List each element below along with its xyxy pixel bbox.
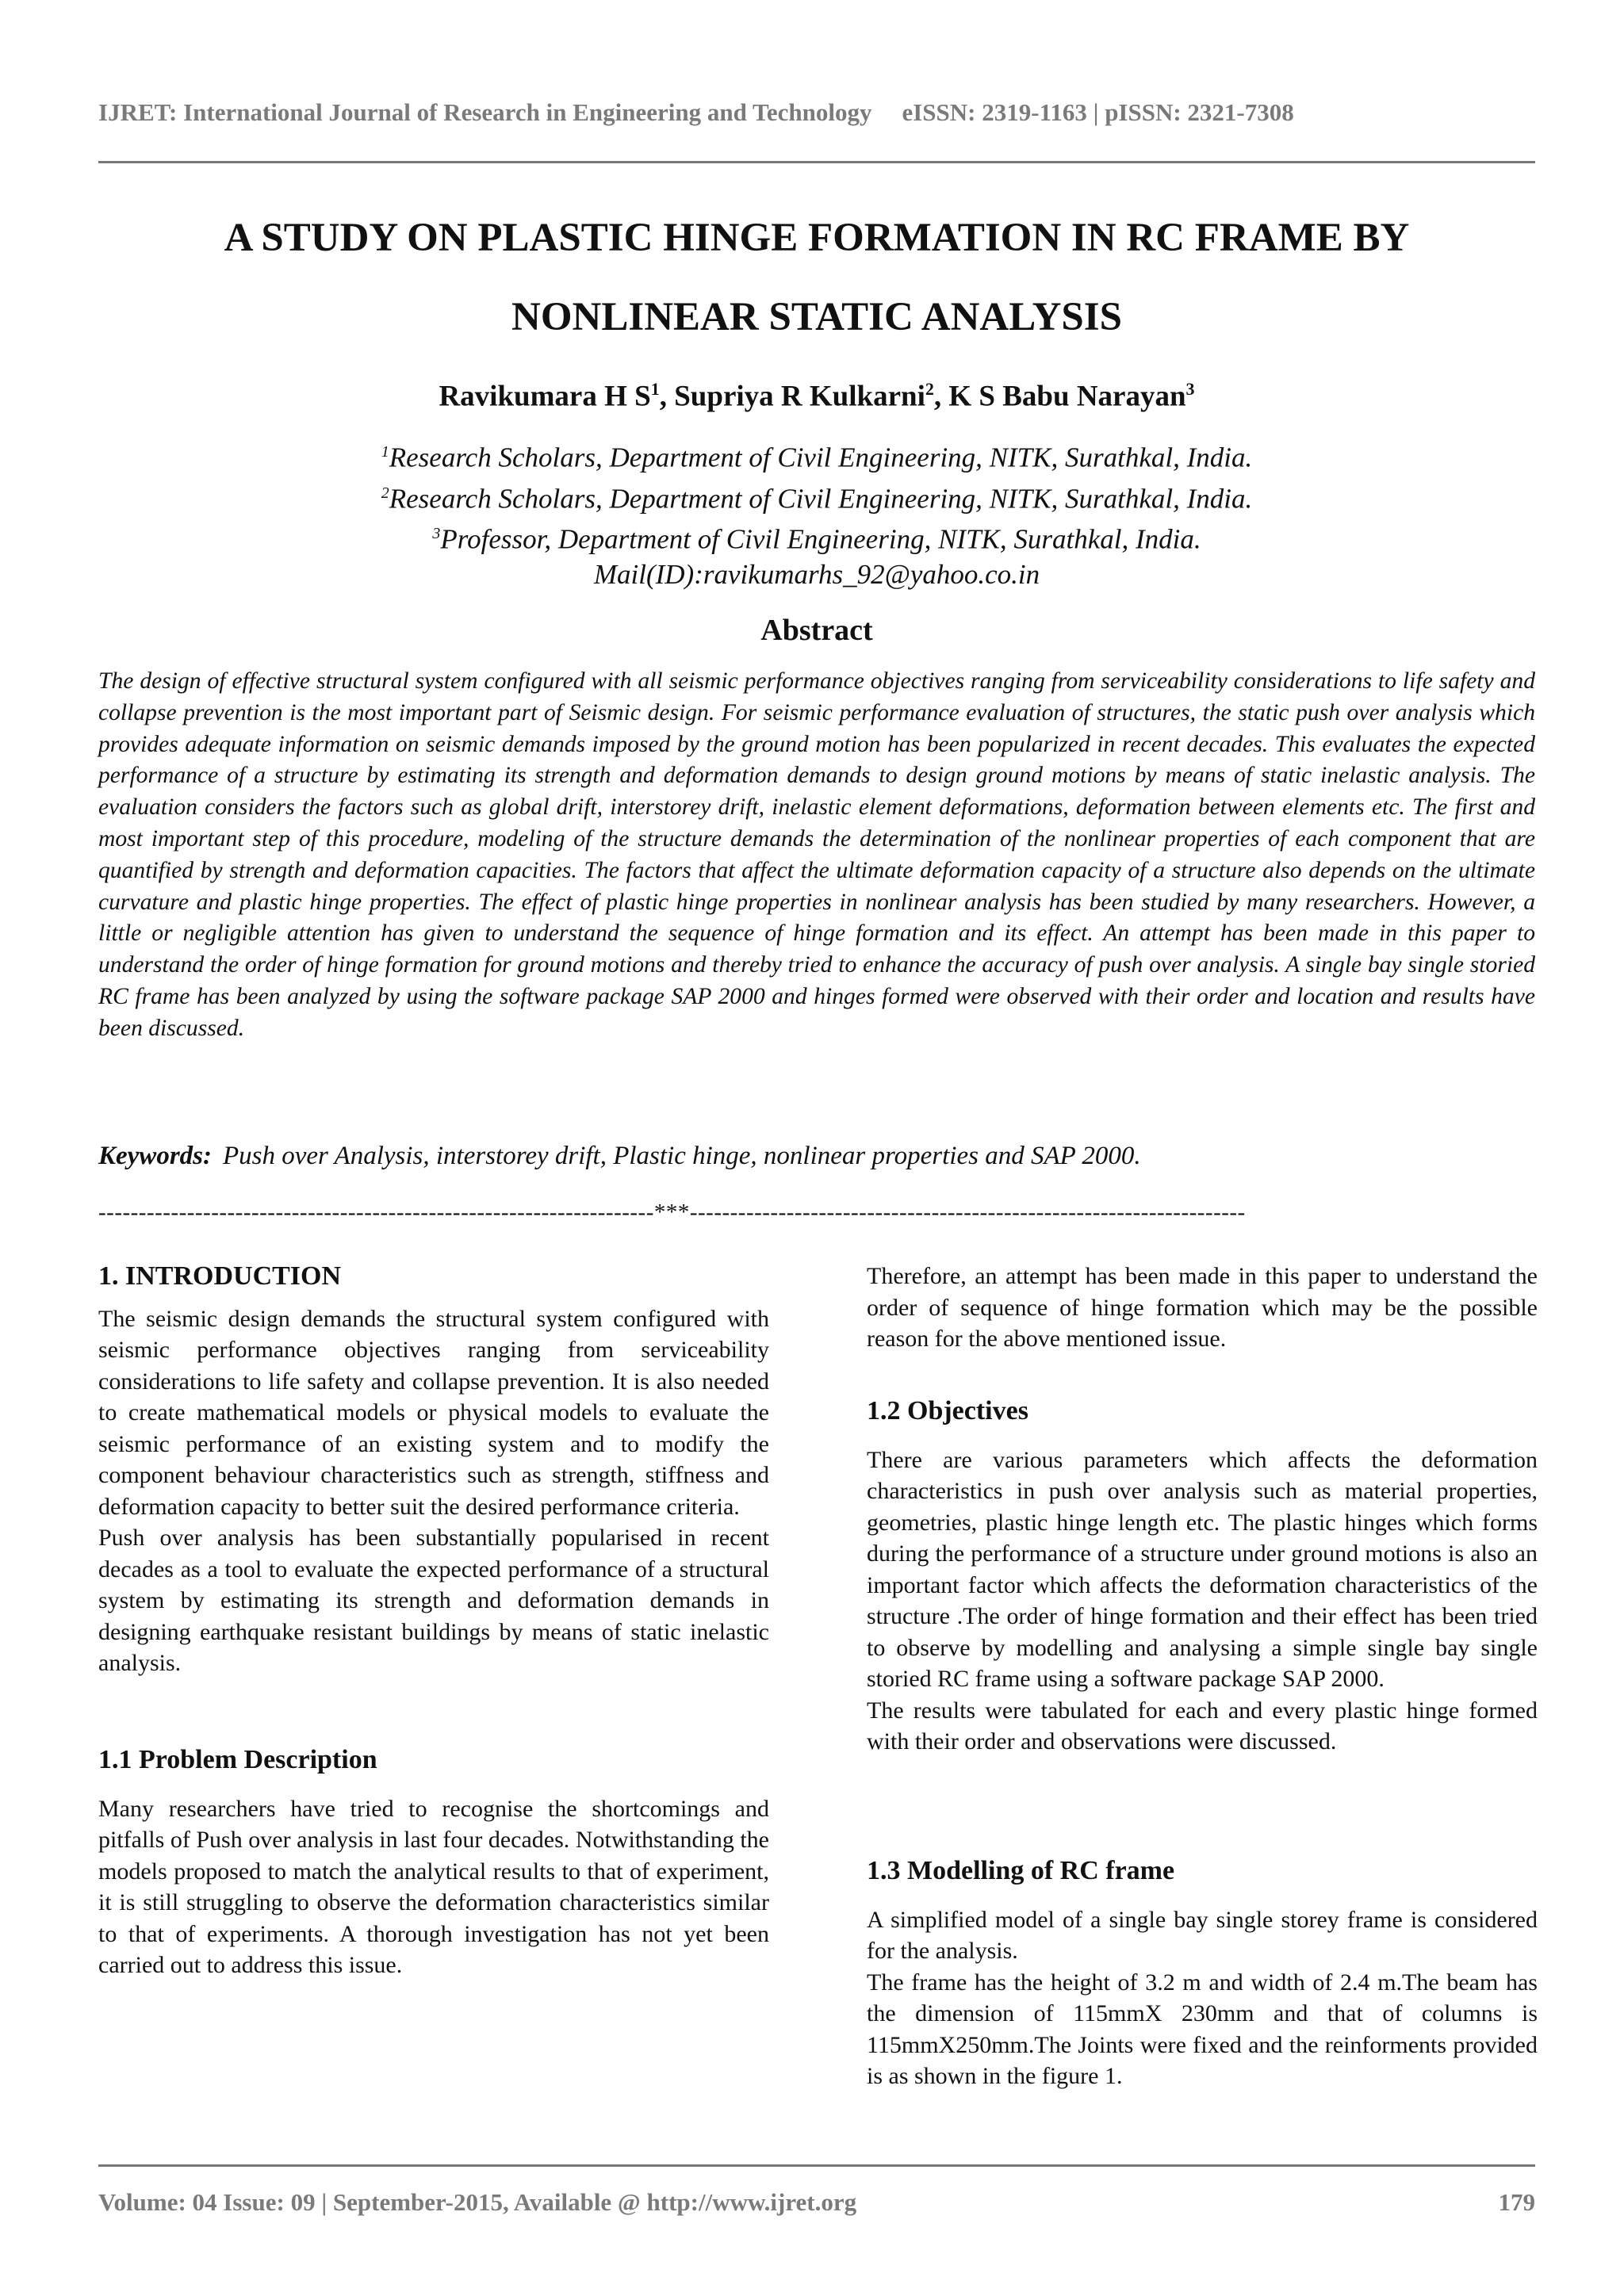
author-3: K S Babu Narayan — [948, 380, 1186, 413]
page-number: 179 — [1498, 2188, 1535, 2216]
abstract-text: The design of effective structural system configured with all seismic performance objectives ranging from serviceability considerations to life safety and collapse prevention is the most important part of Seismic design. For seismic performance evaluation of structures, the static push over analysis which provides adequate information on seismic demands imposed by the ground motion has been popularized in recent decades. This evaluates the expected performance of a structure by estimating its strength and deformation demands to design ground motions by means of static inelastic analysis. The evaluation considers the factors such as global drift, interstorey drift, inelastic element deformations, deformation between elements etc. The first and most important step of this procedure, modeling of the structure demands the determination of the nonlinear properties of each component that are quantified by strength and deformation capacities. The factors that affect the ultimate deformation capacity of a structure also depends on the ultimate curvature and plastic hinge properties. The effect of plastic hinge properties in nonlinear analysis has been studied by many researchers. However, a little or negligible attention has given to understand the sequence of hinge formation and its effect. An attempt has been made in this paper to understand the order of hinge formation for ground motions and thereby tried to enhance the accuracy of push over analysis. A single bay single storied RC frame has been analyzed by using the software package SAP 2000 and hinges formed were observed with their order and location and results have been discussed. — [98, 668, 1535, 1041]
introduction-heading: 1. INTRODUCTION — [98, 1261, 342, 1291]
problem-description-heading: 1.1 Problem Description — [98, 1745, 377, 1774]
affiliation-1-text: Research Scholars, Department of Civil Engineering, NITK, Surathkal, India. — [389, 442, 1253, 473]
journal-name: IJRET: International Journal of Research in Engineering and Technology — [98, 98, 872, 126]
section-objectives — [867, 1395, 1538, 1758]
modelling-heading: 1.3 Modelling of RC frame — [867, 1856, 1175, 1885]
author-3-sup: 3 — [1185, 379, 1195, 399]
title-line-1: A STUDY ON PLASTIC HINGE FORMATION IN RC FRAME BY — [224, 216, 1410, 260]
section-introduction — [98, 1261, 769, 1679]
author-1: Ravikumara H S — [439, 380, 651, 413]
paper-title — [98, 198, 1535, 357]
abstract-heading: Abstract — [760, 614, 873, 647]
footer-rule — [98, 2164, 1535, 2167]
introduction-paragraph-2: Push over analysis has been substantially popularised in recent decades as a tool to evaluate the expected performance of a structural system by estimating its strength and deformation demands in designing earthquake resistant buildings by means of static inelastic analysis. — [98, 1525, 769, 1676]
affiliation-1 — [98, 434, 1535, 476]
problem-description-continued: Therefore, an attempt has been made in this paper to understand the order of sequence of hinge formation which may be the possible reason for the above mentioned issue. — [867, 1263, 1538, 1352]
issn: eISSN: 2319-1163 | pISSN: 2321-7308 — [902, 98, 1294, 126]
author-list: Ravikumara H $S^1$, Supriya R Kulkarni$^2$, K S Babu Narayan$^3$ — [439, 379, 1195, 413]
title-line-2: NONLINEAR STATIC ANALYSIS — [511, 295, 1122, 339]
running-header — [98, 98, 1526, 127]
affiliation-3 — [98, 516, 1535, 557]
separator-mark: *** — [653, 1200, 690, 1225]
section-modelling — [867, 1855, 1538, 2092]
keywords-text: Push over Analysis, interstorey drift, Plastic hinge, nonlinear properties and SAP 2000. — [223, 1142, 1141, 1170]
contact-email: Mail(ID):ravikumarhs_92@yahoo.co.in — [593, 558, 1040, 590]
section-separator: ---------------------------------------------------------------------***--------------------------------------------------------------------- — [98, 1200, 1246, 1225]
affiliation-2 — [98, 476, 1535, 517]
affiliations — [98, 434, 1535, 592]
affiliation-2-sup: 2 — [381, 484, 389, 502]
header-rule — [98, 161, 1535, 163]
footer-info: Volume: 04 Issue: 09 | September-2015, Available @ http://www.ijret.org — [98, 2188, 857, 2216]
problem-description-paragraph: Many researchers have tried to recognise the shortcomings and pitfalls of Push over analysis in last four decades. Notwithstanding the models proposed to match the analytical results to that of experiment, it is still struggling to observe the deformation characteristics similar to that of experiments. A thorough investigation has not yet been carried out to address this issue. — [98, 1795, 769, 1978]
author-2: Supriya R Kulkarni — [674, 380, 925, 413]
affiliation-3-sup: 3 — [432, 525, 441, 543]
section-problem-description — [98, 1744, 769, 1981]
author-1-sup: 1 — [650, 379, 660, 399]
keywords-label: Keywords: — [98, 1142, 212, 1170]
objectives-heading: 1.2 Objectives — [867, 1396, 1028, 1425]
affiliation-1-sup: 1 — [381, 443, 389, 461]
keywords — [98, 1142, 1535, 1171]
affiliation-2-text: Research Scholars, Department of Civil Engineering, NITK, Surathkal, India. — [389, 483, 1253, 515]
modelling-paragraph-1: A simplified model of a single bay single storey frame is considered for the analysis. — [867, 1906, 1538, 1964]
objectives-paragraph-1: There are various parameters which affects the deformation characteristics in push over analysis such as material properties, geometries, plastic hinge length etc. The plastic hinges which forms during the performance of a structure under ground motions is also an important factor which affects the deformation characteristics of the structure .The order of hinge formation and their effect has been tried to observe by modelling and analysing a simple single bay single storied RC frame using a software package SAP 2000. — [867, 1446, 1538, 1692]
author-2-sup: 2 — [925, 379, 934, 399]
affiliation-3-text: Professor, Department of Civil Engineering, NITK, Surathkal, India. — [440, 523, 1201, 555]
objectives-paragraph-2: The results were tabulated for each and every plastic hinge formed with their order and observations were discussed. — [867, 1697, 1538, 1755]
modelling-paragraph-2: The frame has the height of 3.2 m and width of 2.4 m.The beam has the dimension of 115mmX 230mm and that of columns is 115mmX250mm.The Joints were fixed and the reinforments provided is as shown in the figure 1. — [867, 1969, 1538, 2089]
introduction-paragraph-1: The seismic design demands the structural system configured with seismic performance objectives ranging from serviceability considerations to life safety and collapse prevention. It is also needed to create mathematical models or physical models to evaluate the seismic performance of an existing system and to modify the component behaviour characteristics such as strength, stiffness and deformation capacity to better suit the desired performance criteria. — [98, 1305, 769, 1520]
page-footer — [98, 2188, 1535, 2217]
